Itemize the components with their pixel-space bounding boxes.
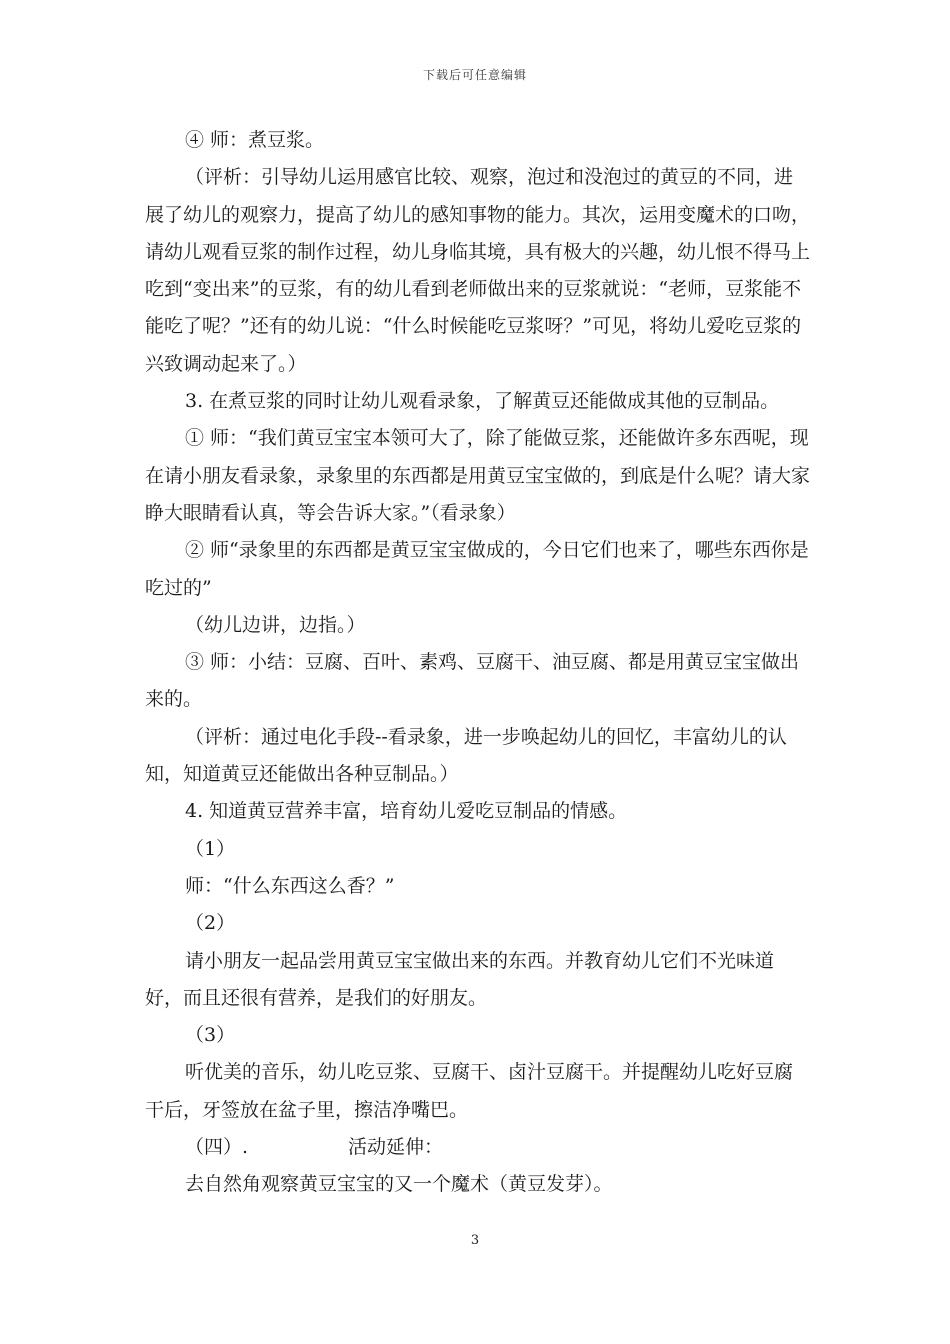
paragraph: （1） (185, 837, 236, 860)
section-title: 活动延伸： (348, 1136, 444, 1159)
page-header: 下载后可任意编辑 (422, 68, 527, 82)
section-label: （四）. (185, 1136, 249, 1159)
paragraph: 师：“什么东西这么香？” (185, 874, 395, 897)
paragraph: ③ 师：小结：豆腐、百叶、素鸡、豆腐干、油豆腐、都是用黄豆宝宝做出来的。 (145, 651, 800, 711)
paragraph: ② 师“录象里的东西都是黄豆宝宝做成的，今日它们也来了，哪些东西你是吃过的” (145, 539, 809, 599)
document-body (145, 122, 810, 1204)
paragraph: （评析：通过电化手段--看录象，进一步唤起幼儿的回忆，丰富幼儿的认知，知道黄豆还能做出各种豆制品。） (145, 725, 787, 786)
paragraph: ① 师：“我们黄豆宝宝本领可大了，除了能做豆浆，还能做许多东西呢，现在请小朋友看录象，录象里的东西都是用黄豆宝宝做的，到底是什么呢？请大家睁大眼睛看认真，等会告诉大家。”（看录象） (145, 427, 811, 524)
paragraph: 去自然角观察黄豆宝宝的又一个魔术（黄豆发芽）。 (185, 1173, 613, 1196)
paragraph: 请小朋友一起品尝用黄豆宝宝做出来的东西。并教育幼儿它们不光味道好，而且还很有营养，是我们的好朋友。 (145, 949, 775, 1009)
paragraph: （评析：引导幼儿运用感官比较、观察，泡过和没泡过的黄豆的不同，进展了幼儿的观察力，提高了幼儿的感知事物的能力。其次，运用变魔术的口吻，请幼儿观看豆浆的制作过程，幼儿身临其境，具有极大的兴趣，幼儿恨不得马上吃到“变出来”的豆浆，有的幼儿看到老师做出来的豆浆就说：“老师，豆浆能不能吃了呢？”还有的幼儿说：“什么时候能吃豆浆呀？”可见，将幼儿爱吃豆浆的兴致调动起来了。） (145, 166, 811, 375)
paragraph: （幼儿边讲，边指。） (185, 613, 366, 636)
paragraph: 3. 在煮豆浆的同时让幼儿观看录象，了解黄豆还能做成其他的豆制品。 (185, 390, 780, 413)
paragraph: ④ 师：煮豆浆。 (185, 129, 325, 151)
paragraph: （3） (185, 1024, 236, 1047)
section-heading (145, 1129, 810, 1166)
paragraph: （2） (185, 912, 236, 935)
page-number: 3 (470, 1233, 480, 1248)
paragraph: 听优美的音乐，幼儿吃豆浆、豆腐干、卤汁豆腐干。并提醒幼儿吃好豆腐干后，牙签放在盆子里，擦洁净嘴巴。 (145, 1061, 794, 1121)
paragraph: 4. 知道黄豆营养丰富，培育幼儿爱吃豆制品的情感。 (185, 800, 628, 823)
